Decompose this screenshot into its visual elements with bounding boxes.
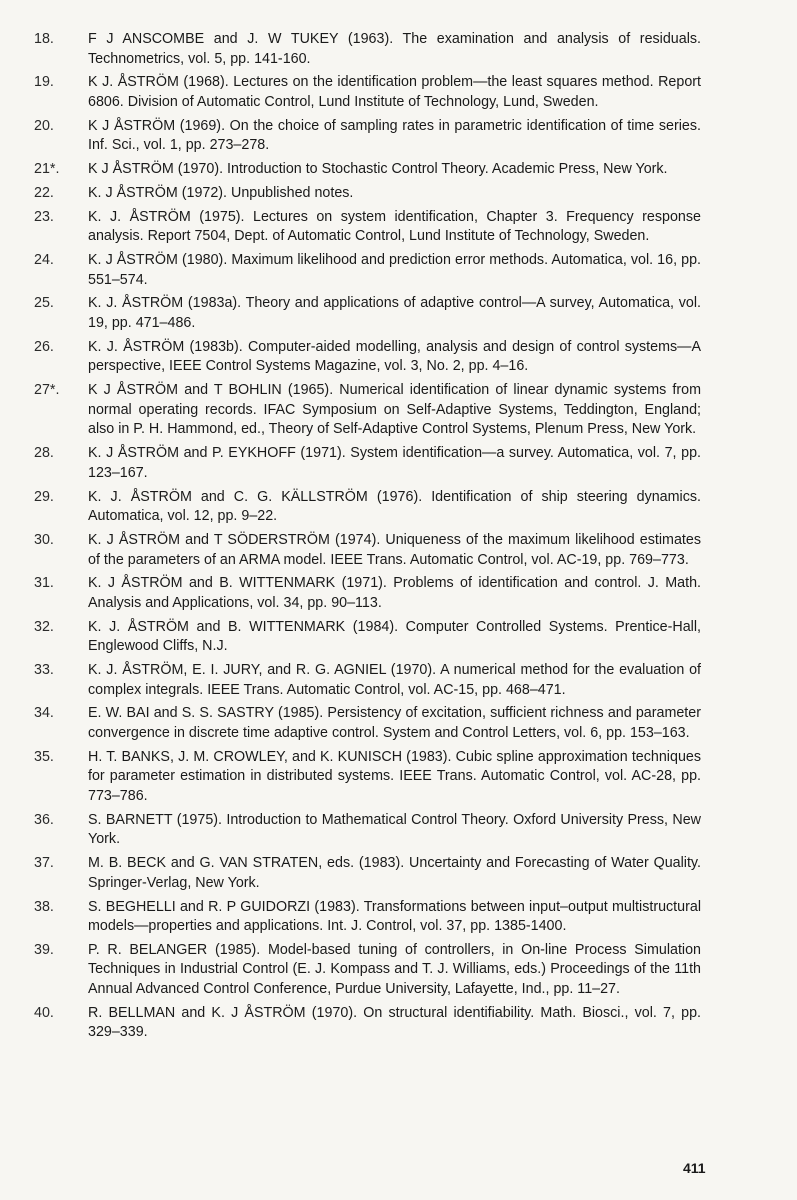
reference-text: K. J ÅSTRÖM and P. EYKHOFF (1971). System identification—a survey. Automatica, vol. 7, pp. 123–167. bbox=[88, 445, 701, 481]
reference-item bbox=[0, 117, 797, 156]
reference-text: K. J ÅSTRÖM and B. WITTENMARK (1971). Problems of identification and control. J. Math. Analysis and Applications, vol. 34, pp. 90–113. bbox=[88, 575, 701, 611]
reference-number: 32. bbox=[34, 618, 54, 635]
reference-item bbox=[0, 444, 797, 483]
reference-number: 20. bbox=[34, 117, 54, 134]
reference-text: K. J. ÅSTRÖM, E. I. JURY, and R. G. AGNIEL (1970). A numerical method for the evaluation of complex integrals. IEEE Trans. Automatic Control, vol. AC-15, pp. 468–471. bbox=[88, 662, 701, 698]
reference-item bbox=[0, 704, 797, 743]
page-number: 411 bbox=[683, 1160, 706, 1176]
reference-item bbox=[0, 854, 797, 893]
reference-item bbox=[0, 381, 797, 440]
reference-number: 30. bbox=[34, 531, 54, 548]
reference-item bbox=[0, 73, 797, 112]
reference-number: 22. bbox=[34, 184, 54, 201]
reference-text: K. J. ÅSTRÖM (1983b). Computer-aided modelling, analysis and design of control systems—A perspective, IEEE Control Systems Magazine, vol. 3, No. 2, pp. 4–16. bbox=[88, 338, 701, 375]
reference-number: 28. bbox=[34, 445, 54, 462]
reference-text: E. W. BAI and S. S. SASTRY (1985). Persistency of excitation, sufficient richness and parameter convergence in discrete time adaptive control. System and Control Letters, vol. 6, pp. 153–163. bbox=[88, 705, 701, 741]
reference-text: S. BEGHELLI and R. P GUIDORZI (1983). Transformations between input–output multistructural models—properties and applications. Int. J. Control, vol. 37, pp. 1385-1400. bbox=[88, 898, 701, 935]
reference-text: K. J. ÅSTRÖM and C. G. KÄLLSTRÖM (1976). Identification of ship steering dynamics. Automatica, vol. 12, pp. 9–22. bbox=[88, 488, 701, 525]
reference-item bbox=[0, 30, 797, 69]
reference-number: 26. bbox=[34, 338, 54, 355]
reference-text: K J ÅSTRÖM (1970). Introduction to Stochastic Control Theory. Academic Press, New York. bbox=[88, 161, 668, 178]
reference-number: 29. bbox=[34, 488, 54, 505]
reference-text: K J ÅSTRÖM and T BOHLIN (1965). Numerical identification of linear dynamic systems from normal operating records. IFAC Symposium on Self-Adaptive Systems, Teddington, England; also in P. H. Hammond, ed., Theory of Self-Adaptive Control Systems, Plenum Press, New York. bbox=[88, 382, 701, 438]
reference-item bbox=[0, 618, 797, 657]
reference-number: 18. bbox=[34, 31, 54, 47]
reference-text: K. J ÅSTRÖM (1980). Maximum likelihood and prediction error methods. Automatica, vol. 16, pp. 551–574. bbox=[88, 252, 701, 288]
reference-item bbox=[0, 941, 797, 1000]
reference-text: F J ANSCOMBE and J. W TUKEY (1963). The examination and analysis of residuals. Technometrics, vol. 5, pp. 141-160. bbox=[88, 31, 701, 67]
reference-number: 40. bbox=[34, 1004, 54, 1021]
reference-text: M. B. BECK and G. VAN STRATEN, eds. (1983). Uncertainty and Forecasting of Water Quality. Springer-Verlag, New York. bbox=[88, 855, 701, 891]
reference-item bbox=[0, 338, 797, 377]
reference-number: 36. bbox=[34, 811, 54, 828]
reference-item bbox=[0, 531, 797, 570]
reference-number: 24. bbox=[34, 252, 54, 269]
reference-text: H. T. BANKS, J. M. CROWLEY, and K. KUNISCH (1983). Cubic spline approximation techniques for parameter estimation in distributed systems. IEEE Trans. Automatic Control, vol. AC-28, pp. 773–786. bbox=[88, 748, 701, 804]
reference-item bbox=[0, 251, 797, 290]
reference-number: 21*. bbox=[34, 161, 60, 178]
reference-text: K. J. ÅSTRÖM and B. WITTENMARK (1984). Computer Controlled Systems. Prentice-Hall, Englewood Cliffs, N.J. bbox=[88, 618, 701, 655]
reference-number: 37. bbox=[34, 855, 54, 872]
reference-number: 35. bbox=[34, 748, 54, 765]
reference-item bbox=[0, 184, 797, 204]
reference-number: 34. bbox=[34, 705, 54, 722]
reference-list bbox=[0, 30, 797, 1047]
reference-item bbox=[0, 294, 797, 333]
reference-text: P. R. BELANGER (1985). Model-based tuning of controllers, in On-line Process Simulation Techniques in Industrial Control (E. J. Kompass and T. J. Williams, eds.) Proceedings of the 11th Annual Advanced Control Conference, Purdue University, Lafayette, Ind., pp. 11–27. bbox=[88, 941, 701, 998]
reference-number: 33. bbox=[34, 662, 54, 679]
reference-item bbox=[0, 661, 797, 700]
reference-item bbox=[0, 574, 797, 613]
reference-text: K. J ÅSTRÖM (1972). Unpublished notes. bbox=[88, 184, 354, 201]
reference-number: 25. bbox=[34, 295, 54, 312]
reference-text: R. BELLMAN and K. J ÅSTRÖM (1970). On structural identifiability. Math. Biosci., vol. 7, pp. 329–339. bbox=[88, 1004, 701, 1041]
reference-number: 38. bbox=[34, 898, 54, 915]
reference-item bbox=[0, 811, 797, 850]
reference-number: 23. bbox=[34, 208, 54, 225]
reference-item bbox=[0, 488, 797, 527]
reference-text: K. J. ÅSTRÖM (1975). Lectures on system identification, Chapter 3. Frequency response analysis. Report 7504, Dept. of Automatic Control, Lund Institute of Technology, Sweden. bbox=[88, 208, 701, 245]
reference-number: 31. bbox=[34, 575, 54, 592]
reference-text: K J ÅSTRÖM (1969). On the choice of sampling rates in parametric identification of time series. Inf. Sci., vol. 1, pp. 273–278. bbox=[88, 117, 701, 154]
reference-number: 39. bbox=[34, 941, 54, 958]
reference-item bbox=[0, 898, 797, 937]
reference-text: S. BARNETT (1975). Introduction to Mathematical Control Theory. Oxford University Press, New York. bbox=[88, 811, 701, 848]
reference-item bbox=[0, 1004, 797, 1043]
reference-text: K J. ÅSTRÖM (1968). Lectures on the identification problem—the least squares method. Report 6806. Division of Automatic Control, Lund Institute of Technology, Lund, Sweden. bbox=[88, 74, 701, 110]
reference-number: 19. bbox=[34, 74, 54, 91]
reference-text: K. J ÅSTRÖM and T SÖDERSTRÖM (1974). Uniqueness of the maximum likelihood estimates of the parameters of an ARMA model. IEEE Trans. Automatic Control, vol. AC-19, pp. 769–773. bbox=[88, 531, 701, 568]
reference-item bbox=[0, 748, 797, 807]
reference-item bbox=[0, 160, 797, 180]
reference-number: 27*. bbox=[34, 382, 60, 399]
reference-item bbox=[0, 208, 797, 247]
reference-text: K. J. ÅSTRÖM (1983a). Theory and applications of adaptive control—A survey, Automatica, vol. 19, pp. 471–486. bbox=[88, 295, 701, 332]
